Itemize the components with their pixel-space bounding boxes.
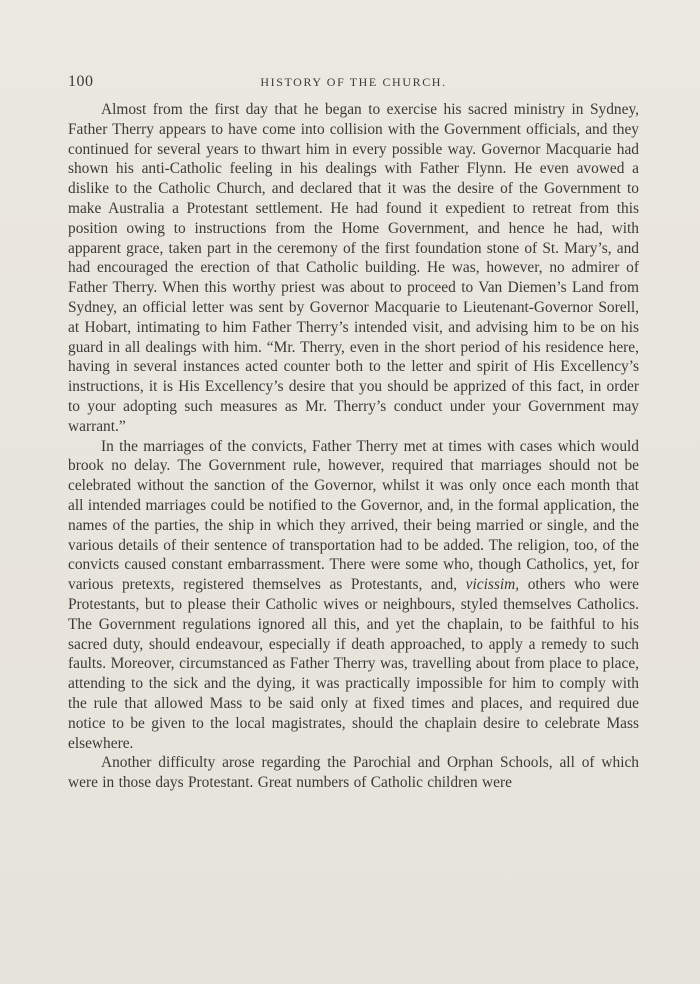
paragraph-2-text-end: others who were Protestants, but to please their Catholic wives or neighbours, styled themselves Catholics. The Government regulations ignored all this, and yet the chaplain, to be faithful to his sacred duty, should endeavour, especially if death approached, to apply a remedy to such faults. Moreover, circumstanced as Father Therry was, travelling about from place to place, attending to the sick and the dying, it was practically impossible for him to comply with the rule that allowed Mass to be said only at fixed times and places, and required due notice to be given to the local magistrates, should the chaplain desire to celebrate Mass elsewhere.	[68, 576, 639, 752]
paragraph-2	[68, 437, 639, 754]
paragraph-2-italic-word: vicissim,	[465, 576, 520, 594]
page-number: 100	[68, 73, 94, 90]
paragraph-1: Almost from the first day that he began to exercise his sacred ministry in Sydney, Father Therry appears to have come into collision with the Government officials, and they continued for several years to thwart him in every possible way. Governor Macquarie had shown his anti-Catholic feeling in his dealings with Father Flynn. He even avowed a dislike to the Catholic Church, and declared that it was the desire of the Government to make Australia a Protestant settlement. He had found it expedient to retreat from this position owing to instructions from the Home Government, and hence he had, with apparent grace, taken part in the ceremony of the first foundation stone of St. Mary’s, and had encouraged the erection of that Catholic building. He was, however, no admirer of Father Therry. When this worthy priest was about to proceed to Van Diemen’s Land from Sydney, an official letter was sent by Governor Macquarie to Lieutenant-Governor Sorell, at Hobart, intimating to him Father Therry’s intended visit, and advising him to be on his guard in all dealings with him. “Mr. Therry, even in the short period of his residence here, having in several instances acted counter both to the letter and spirit of His Excellency’s instructions, it is His Excellency’s desire that you should be apprized of this fact, in order to your adopting such measures as Mr. Therry’s conduct under your Government may warrant.”	[68, 101, 639, 435]
page-header	[68, 73, 639, 93]
running-title: HISTORY OF THE CHURCH.	[260, 75, 447, 89]
paragraph-3: Another difficulty arose regarding the Parochial and Orphan Schools, all of which were in those days Protestant. Great numbers of Catholic children were	[68, 754, 639, 792]
paragraph-2-text-start: In the marriages of the convicts, Father Therry met at times with cases which would brook no delay. The Government rule, however, required that marriages should not be celebrated without the sanction of the Governor, whilst it was only once each month that all intended marriages could be notified to the Governor, and, in the formal application, the names of the parties, the ship in which they arrived, their being married or single, and the various details of their sentence of transportation had to be added. The religion, too, of the convicts caused constant embarrassment. There were some who, though Catholics, yet, for various pretexts, registered themselves as Protestants, and,	[68, 437, 639, 594]
body-text	[68, 100, 639, 793]
